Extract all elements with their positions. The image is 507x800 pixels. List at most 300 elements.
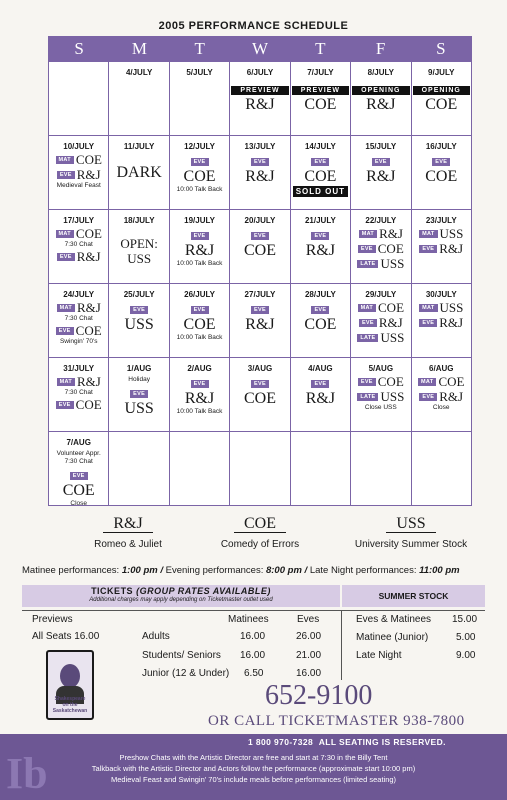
calendar-week	[49, 61, 471, 135]
performance-entry	[230, 306, 289, 334]
row-eve: 21.00	[296, 650, 322, 661]
performance-tag: EVE	[311, 306, 329, 314]
col-matinees: Matinees	[228, 614, 269, 625]
legend-coe	[185, 515, 335, 550]
show-name: COE	[75, 226, 102, 241]
day-date: 11/JULY	[123, 142, 155, 151]
performance-tag: EVE	[311, 232, 329, 240]
legend-full: University Summer Stock	[354, 539, 468, 550]
calendar-day	[108, 62, 168, 135]
day-note: 7:30 Chat	[64, 458, 93, 465]
calendar-day	[350, 432, 410, 505]
footer-tollfree: 1 800 970-7328 ALL SEATING IS RESERVED.	[248, 737, 446, 747]
calendar-day	[411, 284, 471, 357]
performance-tag: EVE	[251, 158, 269, 166]
calendar-day	[290, 432, 350, 505]
ticketmaster-line: OR CALL TICKETMASTER 938-7800	[208, 713, 465, 729]
day-date: 21/JULY	[304, 216, 336, 225]
performance-entry	[170, 380, 229, 408]
footer-note: Preshow Chats with the Artistic Director are free and start at 7:30 in the Billy Tent	[119, 753, 388, 762]
day-date: 17/JULY	[63, 216, 95, 225]
row-label: Junior (12 & Under)	[142, 668, 230, 679]
show-name: COE	[75, 397, 102, 412]
performance-tag: EVE	[311, 158, 329, 166]
day-date: 6/AUG	[429, 364, 454, 373]
footer-note: Medieval Feast and Swingin' 70's include meals before performances (limited seating)	[110, 775, 397, 784]
performance-entry	[351, 330, 410, 345]
ss-price: 9.00	[456, 650, 476, 661]
day-date: 22/JULY	[365, 216, 397, 225]
day-date: 7/JULY	[307, 68, 334, 77]
evening-label: Evening performances:	[165, 565, 264, 576]
show-name: USS	[380, 256, 405, 271]
calendar-week	[49, 135, 471, 209]
performance-tag: MAT	[57, 378, 75, 386]
day-date	[230, 438, 289, 448]
calendar-day	[290, 136, 350, 209]
col-eves: Eves	[297, 614, 320, 625]
legend-abbr: USS	[386, 516, 435, 533]
calendar-day-header	[49, 37, 471, 61]
performance-tag: EVE	[251, 232, 269, 240]
day-date: 18/JULY	[123, 216, 155, 225]
status-banner: OPENING	[413, 86, 470, 95]
performance-tag: EVE	[372, 158, 390, 166]
performance-tag: EVE	[419, 393, 437, 401]
show-name: COE	[425, 168, 458, 185]
footer-logo-mark: Ib	[6, 749, 48, 798]
calendar-day	[49, 284, 108, 357]
day-date: 4/AUG	[308, 364, 333, 373]
show-name: COE	[377, 374, 404, 389]
day-note: 10:00 Talk Back	[176, 334, 223, 341]
day-date: 2/AUG	[187, 364, 212, 373]
performance-tag: MAT	[57, 304, 75, 312]
performance-tag: EVE	[130, 390, 148, 398]
calendar-day	[229, 284, 289, 357]
performance-entry	[351, 256, 410, 271]
calendar-day	[411, 62, 471, 135]
chat-note: 7:30 Chat	[64, 241, 93, 248]
performance-tag: MAT	[419, 304, 437, 312]
day-date	[109, 438, 168, 448]
calendar-day	[108, 358, 168, 431]
legend-abbr: COE	[234, 516, 286, 533]
performance-entry	[351, 226, 410, 241]
calendar-day	[411, 358, 471, 431]
show-name: USS	[439, 226, 464, 241]
show-name: COE	[243, 242, 276, 259]
show-name: USS	[380, 389, 405, 404]
late-label: Late Night performances:	[309, 565, 417, 576]
day-date: 28/JULY	[304, 290, 336, 299]
performance-entry	[109, 390, 168, 418]
performance-entry	[351, 241, 410, 256]
calendar-day	[229, 210, 289, 283]
open-show: USS	[127, 251, 152, 266]
calendar-day	[49, 432, 108, 505]
show-name: COE	[378, 300, 405, 315]
calendar-day	[411, 432, 471, 505]
performance-tag: EVE	[251, 380, 269, 388]
performance-entry	[49, 226, 108, 241]
show-name: COE	[183, 168, 216, 185]
performance-entry	[49, 323, 108, 338]
performance-entry	[49, 300, 108, 315]
matinee-time: 1:00 pm	[121, 565, 158, 576]
show-name: USS	[124, 400, 154, 417]
calendar-day	[169, 62, 229, 135]
performance-tag: EVE	[358, 378, 376, 386]
day-date: 19/JULY	[184, 216, 215, 225]
legend-full: Romeo & Juliet	[94, 539, 162, 550]
performance-tag: EVE	[359, 319, 377, 327]
performance-entry	[412, 226, 471, 241]
calendar	[48, 36, 472, 506]
performance-entry	[291, 232, 350, 260]
calendar-day	[350, 136, 410, 209]
show-name: R&J	[184, 242, 215, 259]
show-name: R&J	[366, 96, 396, 113]
performance-entry	[412, 315, 471, 330]
show-name: COE	[438, 374, 465, 389]
day-date: 15/JULY	[365, 142, 397, 151]
day-date: 14/JULY	[304, 142, 336, 151]
calendar-day	[411, 210, 471, 283]
performance-entry	[49, 472, 108, 500]
day-note: Close	[70, 500, 88, 507]
day-note: Holiday	[128, 376, 150, 383]
calendar-day	[229, 136, 289, 209]
footer	[0, 734, 507, 800]
show-name: R&J	[245, 316, 275, 333]
show-name: R&J	[76, 300, 101, 315]
summer-stock-header: SUMMER STOCK	[342, 585, 485, 607]
performance-tag: EVE	[191, 232, 209, 240]
calendar-day	[169, 432, 229, 505]
day-date: 4/JULY	[125, 68, 153, 77]
previews-all-seats: All Seats 16.00	[32, 631, 100, 642]
show-name: COE	[75, 323, 102, 338]
footer-note: Talkback with the Artistic Director and Actors follow the performance (approximate start 10:00 pm)	[91, 764, 416, 773]
calendar-day	[108, 210, 168, 283]
show-name: COE	[183, 316, 216, 333]
performance-times	[22, 565, 460, 576]
show-name: USS	[380, 330, 405, 345]
day-header: T	[194, 39, 205, 58]
show-name: R&J	[76, 374, 101, 389]
show-name: R&J	[76, 249, 101, 264]
separator: /	[304, 565, 308, 576]
day-date: 10/JULY	[63, 142, 95, 151]
previews-label: Previews	[32, 614, 73, 625]
phone-number[interactable]: 652-9100	[265, 680, 373, 711]
day-date	[291, 438, 350, 448]
day-header: S	[74, 39, 84, 58]
show-name: COE	[75, 152, 102, 167]
show-name: COE	[62, 482, 95, 499]
row-eve: 26.00	[296, 631, 322, 642]
show-name: COE	[243, 390, 276, 407]
performance-tag: EVE	[191, 158, 209, 166]
day-date: 5/AUG	[368, 364, 394, 373]
performance-entry	[49, 374, 108, 389]
performance-tag: EVE	[358, 245, 376, 253]
show-name: COE	[377, 241, 404, 256]
day-date: 29/JULY	[365, 290, 397, 299]
open-label: OPEN:	[120, 236, 158, 251]
late-time: 11:00 pm	[419, 565, 460, 576]
performance-tag: LATE	[357, 334, 378, 342]
performance-entry	[351, 374, 410, 389]
calendar-day	[290, 358, 350, 431]
performance-entry	[49, 167, 108, 182]
show-name: R&J	[439, 315, 464, 330]
performance-tag: EVE	[432, 158, 450, 166]
show-name: R&J	[439, 241, 464, 256]
calendar-day	[49, 358, 108, 431]
performance-tag: EVE	[70, 472, 88, 480]
performance-entry	[291, 380, 350, 408]
day-date	[170, 438, 229, 448]
performance-entry	[230, 158, 289, 186]
day-date: 26/JULY	[184, 290, 215, 299]
day-date: 23/JULY	[425, 216, 457, 225]
day-date: 30/JULY	[425, 290, 457, 299]
performance-entry	[170, 158, 229, 186]
day-date: 7/AUG	[66, 438, 91, 447]
show-name: R&J	[76, 167, 101, 182]
day-date: 13/JULY	[244, 142, 276, 151]
performance-entry	[351, 300, 410, 315]
day-date: 31/JULY	[63, 364, 95, 373]
day-date: 25/JULY	[123, 290, 155, 299]
dark-label: DARK	[116, 164, 162, 181]
separator: /	[160, 565, 163, 576]
day-note: Volunteer Appr.	[56, 450, 101, 457]
performance-tag: EVE	[130, 306, 148, 314]
calendar-day	[229, 432, 289, 505]
day-header: W	[251, 39, 268, 58]
calendar-day	[108, 284, 168, 357]
status-banner: PREVIEW	[292, 86, 349, 95]
performance-tag: LATE	[357, 393, 378, 401]
performance-tag: EVE	[56, 401, 74, 409]
calendar-day	[350, 210, 410, 283]
performance-tag: EVE	[191, 306, 209, 314]
evening-time: 8:00 pm	[265, 565, 302, 576]
show-name: COE	[304, 96, 337, 113]
performance-tag: EVE	[57, 253, 75, 261]
show-name: R&J	[379, 226, 403, 241]
performance-entry	[412, 300, 471, 315]
calendar-day	[169, 210, 229, 283]
performance-entry	[351, 389, 410, 404]
row-mat: 16.00	[240, 631, 266, 642]
day-date: 6/JULY	[246, 68, 274, 77]
ss-label: Late Night	[356, 650, 402, 661]
chat-note: 7:30 Chat	[64, 315, 93, 322]
day-date	[351, 438, 410, 448]
calendar-weeks	[49, 61, 471, 505]
matinee-label: Matinee performances:	[22, 565, 120, 576]
show-name: R&J	[305, 242, 336, 259]
performance-tag: LATE	[357, 260, 378, 268]
calendar-week	[49, 209, 471, 283]
row-label: Students/ Seniors	[142, 650, 221, 661]
chat-note: 7:30 Chat	[64, 389, 93, 396]
day-date: 12/JULY	[184, 142, 215, 151]
day-date	[412, 438, 471, 448]
day-date: 5/JULY	[186, 68, 213, 77]
shakespeare-logo	[46, 650, 94, 720]
performance-entry	[109, 306, 168, 334]
performance-tag: EVE	[311, 380, 329, 388]
day-date: 27/JULY	[244, 290, 276, 299]
calendar-day	[108, 136, 168, 209]
row-mat: 16.00	[240, 650, 266, 661]
performance-tag: MAT	[419, 230, 437, 238]
calendar-week	[49, 357, 471, 431]
status-banner: OPENING	[352, 86, 409, 95]
show-name: COE	[304, 168, 337, 185]
calendar-day	[229, 358, 289, 431]
day-note: 10:00 Talk Back	[176, 186, 223, 193]
day-note: Close	[432, 404, 450, 411]
logo-text: Shakespeare on the Saskatchewan	[52, 696, 88, 714]
performance-entry	[351, 315, 410, 330]
performance-entry	[291, 158, 350, 186]
performance-entry	[49, 152, 108, 167]
divider	[22, 610, 485, 611]
legend-full: Comedy of Errors	[220, 539, 300, 550]
show-name: R&J	[245, 168, 275, 185]
calendar-day	[350, 284, 410, 357]
performance-tag: MAT	[359, 230, 377, 238]
calendar-day	[350, 358, 410, 431]
show-name: COE	[304, 316, 337, 333]
day-date: 9/JULY	[428, 68, 455, 77]
performance-tag: MAT	[56, 156, 74, 164]
performance-tag: MAT	[358, 304, 376, 312]
calendar-day	[350, 62, 410, 135]
performance-entry	[351, 158, 410, 186]
performance-tag: EVE	[57, 171, 75, 179]
day-date: 8/JULY	[367, 68, 395, 77]
show-name: USS	[439, 300, 464, 315]
row-eve: 16.00	[296, 668, 322, 679]
calendar-day	[169, 136, 229, 209]
performance-entry	[170, 232, 229, 260]
status-banner: PREVIEW	[231, 86, 288, 95]
show-name: R&J	[439, 389, 464, 404]
day-date: 16/JULY	[425, 142, 457, 151]
show-name: R&J	[184, 390, 215, 407]
portrait-icon	[60, 664, 80, 688]
legend-abbr: R&J	[103, 516, 152, 533]
calendar-day	[49, 136, 108, 209]
group-rates: (GROUP RATES AVAILABLE)	[136, 586, 271, 596]
performance-tag: EVE	[419, 245, 437, 253]
show-name: COE	[425, 96, 458, 113]
ss-price: 5.00	[456, 632, 476, 643]
ss-label: Matinee (Junior)	[356, 632, 429, 643]
day-header: S	[436, 39, 446, 58]
calendar-week	[49, 283, 471, 357]
day-note: 10:00 Talk Back	[176, 260, 223, 267]
performance-tag: EVE	[419, 319, 437, 327]
tickets-header	[22, 585, 340, 607]
show-name: R&J	[378, 315, 403, 330]
divider	[341, 610, 342, 680]
performance-entry	[412, 158, 471, 186]
ss-label: Eves & Matinees	[356, 614, 432, 625]
calendar-day	[290, 62, 350, 135]
show-name: USS	[124, 316, 154, 333]
performance-tag: MAT	[418, 378, 436, 386]
calendar-day	[169, 284, 229, 357]
day-header: F	[375, 39, 386, 58]
performance-entry	[412, 241, 471, 256]
performance-entry	[412, 389, 471, 404]
performance-tag: EVE	[56, 327, 74, 335]
performance-entry	[291, 306, 350, 334]
row-label: Adults	[142, 631, 170, 642]
performance-tag: EVE	[191, 380, 209, 388]
performance-tag: EVE	[251, 306, 269, 314]
day-date: 24/JULY	[63, 290, 95, 299]
ss-price: 15.00	[452, 614, 478, 625]
calendar-day	[169, 358, 229, 431]
performance-entry	[49, 249, 108, 264]
calendar-day	[49, 62, 108, 135]
day-note: 10:00 Talk Back	[176, 408, 223, 415]
show-name: R&J	[245, 96, 275, 113]
calendar-day	[411, 136, 471, 209]
calendar-day	[49, 210, 108, 283]
performance-entry	[412, 374, 471, 389]
legend-uss	[336, 515, 486, 550]
performance-tag: MAT	[56, 230, 74, 238]
day-header: T	[315, 39, 326, 58]
performance-entry	[170, 306, 229, 334]
calendar-day	[108, 432, 168, 505]
day-date: 20/JULY	[244, 216, 276, 225]
calendar-day	[229, 62, 289, 135]
schedule-title: 2005 PERFORMANCE SCHEDULE	[158, 20, 349, 32]
tickets-subheading: Additional charges may apply depending on Ticketmaster outlet used	[89, 597, 273, 603]
show-name: R&J	[366, 168, 396, 185]
day-note: Medieval Feast	[56, 182, 101, 189]
day-date: 3/AUG	[247, 364, 273, 373]
sold-out-badge: SOLD OUT	[293, 186, 348, 197]
performance-entry	[49, 397, 108, 412]
day-note: Swingin' 70's	[59, 338, 98, 345]
performance-entry	[230, 380, 289, 408]
day-header: M	[131, 39, 147, 58]
calendar-week	[49, 431, 471, 505]
show-name: R&J	[305, 390, 336, 407]
calendar-day	[290, 210, 350, 283]
tickets-heading: TICKETS	[91, 586, 134, 596]
row-mat: 6.50	[244, 668, 264, 679]
calendar-day	[290, 284, 350, 357]
performance-entry	[230, 232, 289, 260]
day-date	[49, 68, 108, 78]
day-date: 1/AUG	[126, 364, 152, 373]
legend-rj	[53, 515, 203, 550]
day-note: Close USS	[364, 404, 397, 411]
